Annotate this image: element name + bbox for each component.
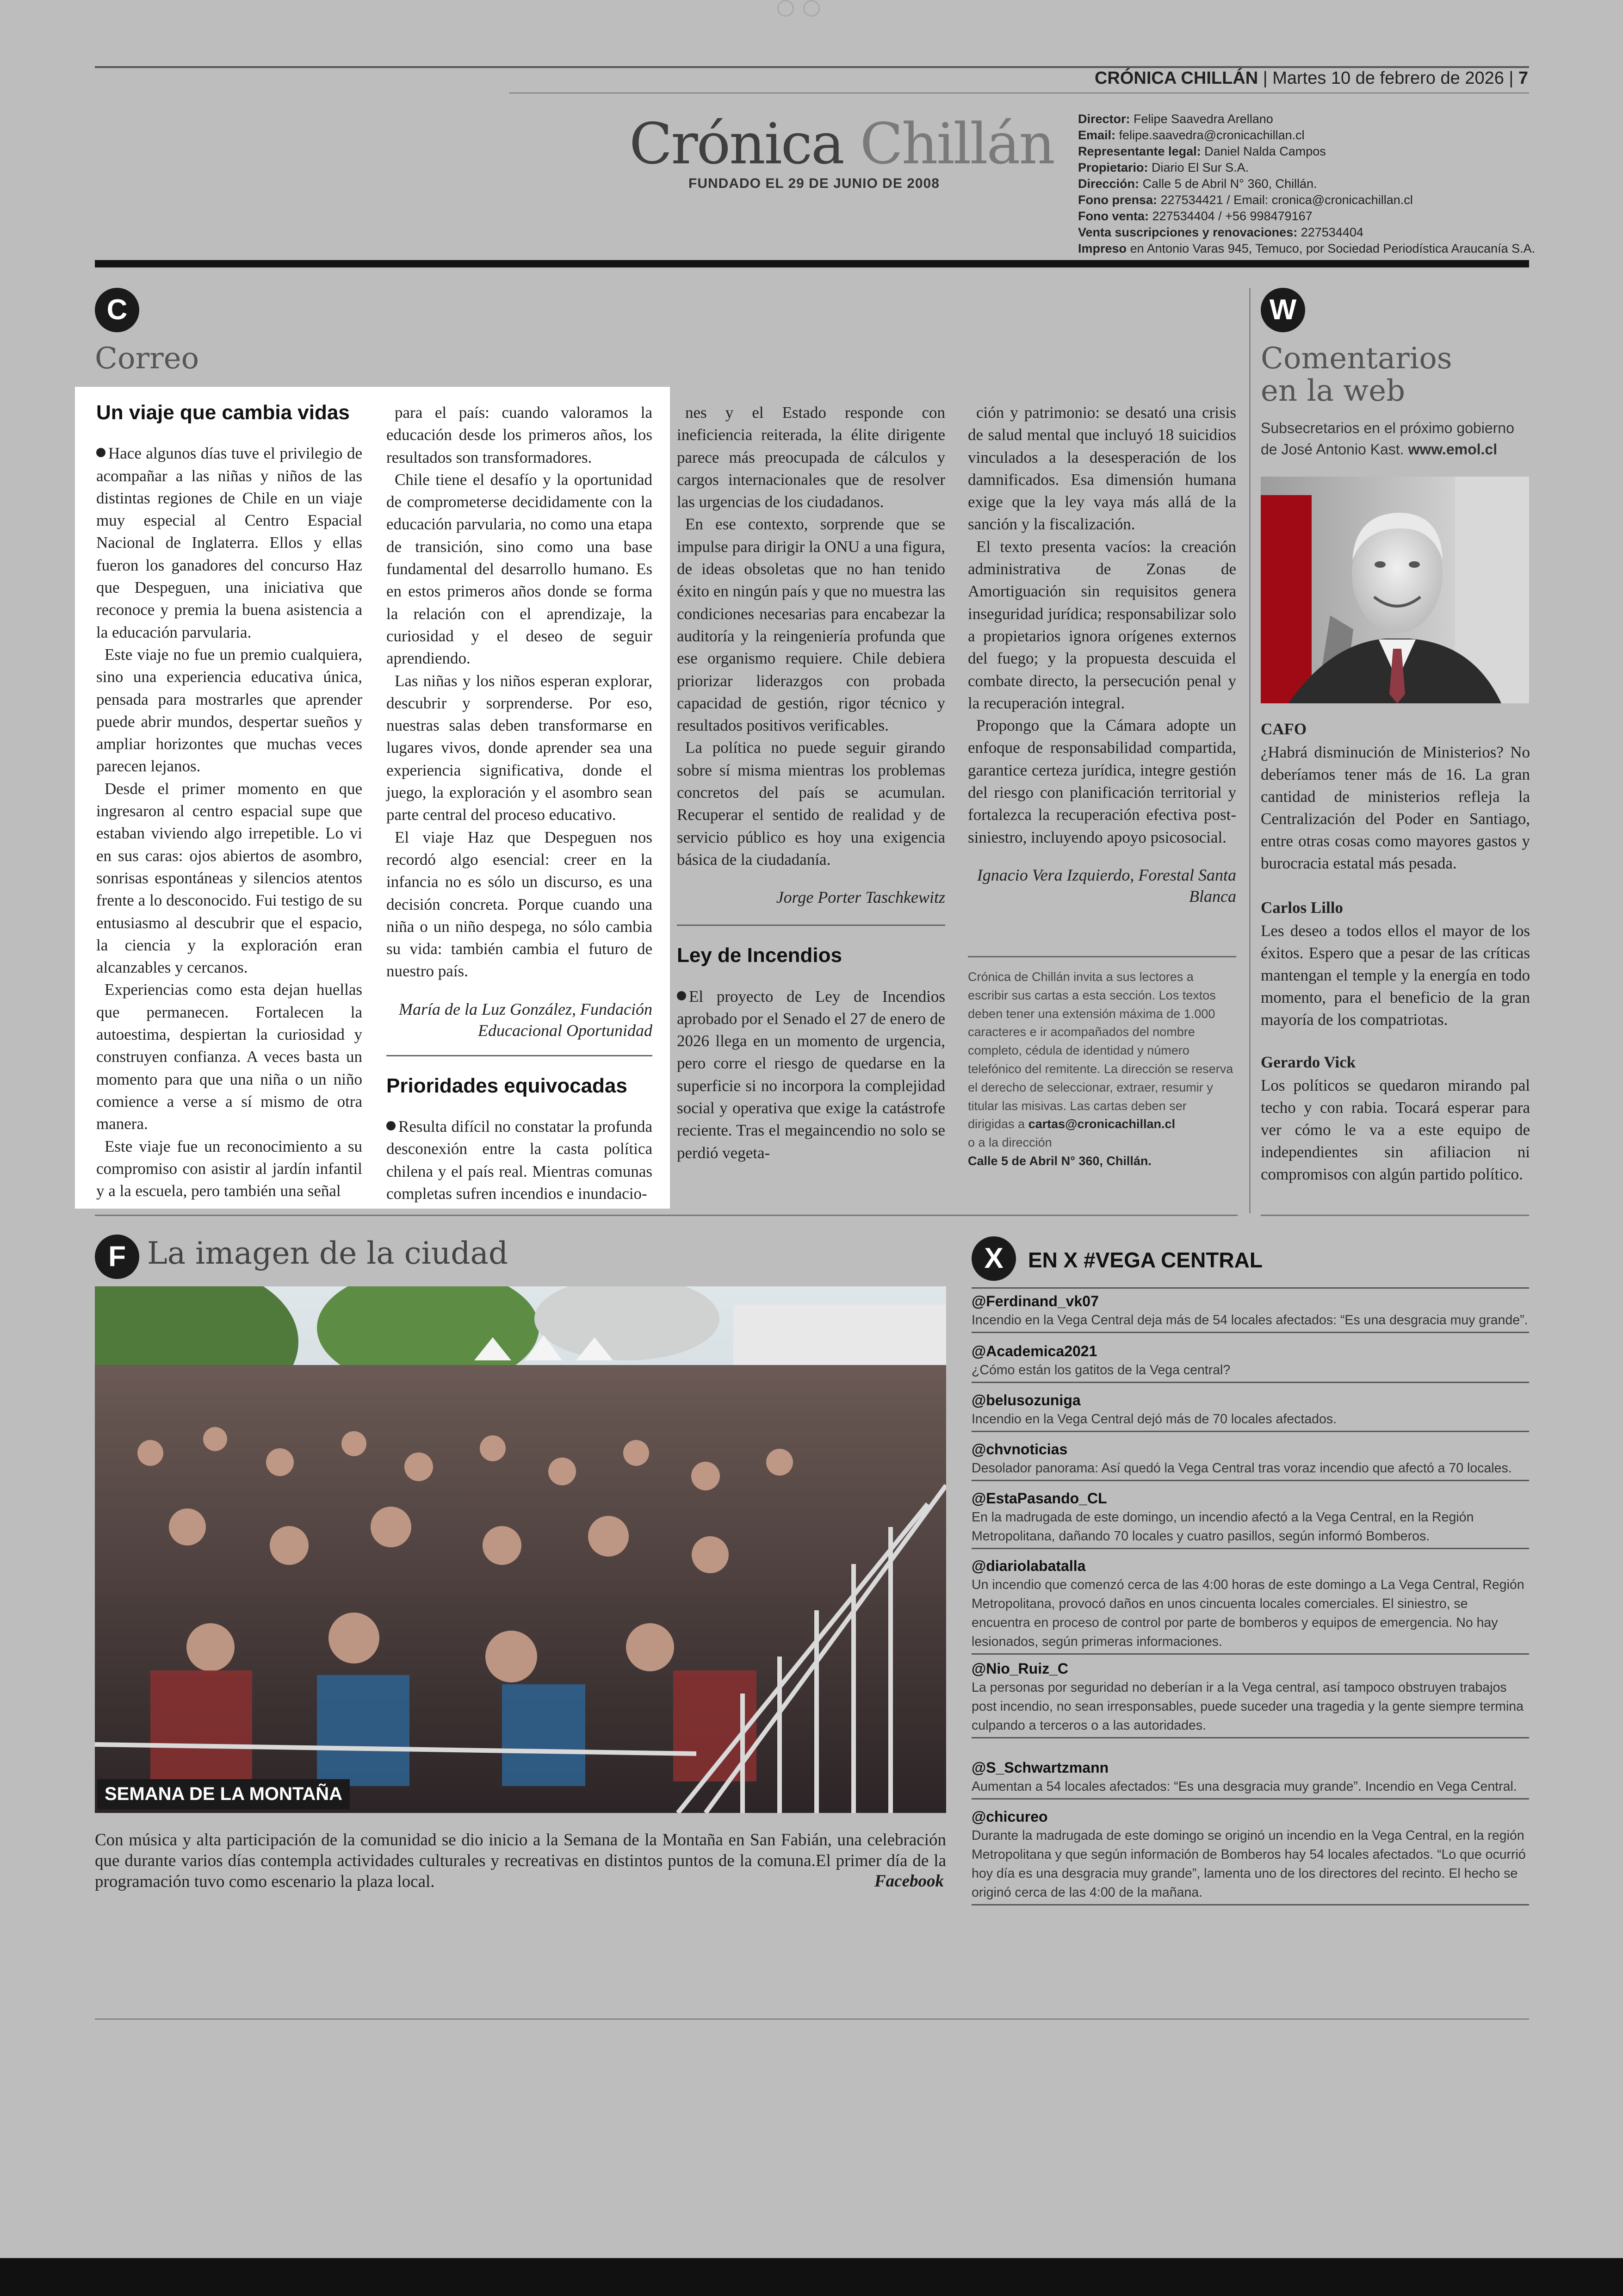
letter2-body-3	[677, 402, 945, 871]
page-nav-dots[interactable]	[777, 0, 833, 14]
logo-word-1: Crónica	[629, 111, 843, 177]
paragraph: Este viaje no fue un premio cualquiera, sino una experiencia educativa única, pensada para mostrarles que aprender puede abrir mundos, despertar sueños y ampliar horizontes que muchas veces parecen lejanos.	[96, 645, 362, 776]
paragraph: En ese contexto, sorprende que se impulse para dirigir la ONU a una figura, de ideas obsoletas que no han tenido éxito en ningún país y que no muestra las condiciones necesarias para encabezar la auditoría y la reingeniería profunda que ese organismo requiere. Chile debiera priorizar liderazgos con probada capacidad de gestión, rigor técnico y resultados positivos verificables.	[677, 515, 945, 735]
letter3-signature: Ignacio Vera Izquierdo, Forestal Santa Blanca	[977, 865, 1236, 906]
viewer-bottom-bar	[0, 2258, 1623, 2296]
imprint-value: felipe.saavedra@cronicachillan.cl	[1119, 128, 1305, 142]
masthead-logo	[629, 111, 1054, 177]
imprint-box	[1078, 111, 1541, 257]
letter2-body-2	[386, 1116, 652, 1205]
imprint-label: Propietario:	[1078, 161, 1148, 174]
imprint-row	[1078, 111, 1541, 127]
imprint-row	[1078, 224, 1541, 241]
notice-divider	[968, 956, 1236, 957]
tweet[interactable]	[972, 1342, 1529, 1383]
imprint-value: Calle 5 de Abril N° 360, Chillán.	[1142, 177, 1317, 191]
paragraph: Hace algunos días tuve el privilegio de acompañar a las niñas y niños de las distintas regiones de Chile en un viaje muy especial al Centro Espacial Nacional de Inglaterra. Ellos y ellas fueron los ganadores del concurso Haz que Despeguen, una iniciativa que reconoce y premia la buena asistencia a la educación parvularia.	[96, 442, 362, 644]
tweet[interactable]	[972, 1292, 1529, 1333]
comment-author: CAFO	[1261, 720, 1307, 738]
imprint-row	[1078, 160, 1541, 176]
paragraph: ción y patrimonio: se desató una crisis de salud mental que incluyó 18 suicidios vinculados a la desesperación de los damnificados. Esa dimensión humana exige que la ley vaya más allá de la sanción y la fiscalización.	[968, 403, 1236, 534]
paragraph: nes y el Estado responde con ineficiencia reiterada, la élite dirigente parece más preocupada de cálculos y cargos internacionales que de resolver las urgencias de los ciudadanos.	[677, 403, 945, 511]
photo-caption: Con música y alta participación de la comunidad se dio inicio a la Semana de la Montaña en San Fabián, una celebración que durante varios días contempla actividades culturales y recreativas en distintos puntos de la comuna.El primer día de la programación tuvo como escenario la plaza local.	[95, 1831, 946, 1891]
letter1-headline: Un viaje que cambia vidas	[96, 401, 350, 424]
logo-word-2: Chillán	[860, 111, 1054, 177]
notice-address: Calle 5 de Abril N° 360, Chillán.	[968, 1154, 1152, 1168]
folio-paper-name: CRÓNICA CHILLÁN	[1094, 68, 1258, 88]
x-top-rule	[972, 1287, 1529, 1289]
imprint-value: 227534421 / Email: cronica@cronicachillan.cl	[1160, 193, 1413, 207]
web-column-separator	[1249, 288, 1251, 1213]
imprint-label: Fono prensa:	[1078, 193, 1158, 207]
letter3-body-3	[677, 986, 945, 1164]
imprint-label: Venta suscripciones y renovaciones:	[1078, 225, 1298, 239]
paragraph: Experiencias como esta dejan huellas que permanecen. Fortalecen la autoestima, despiertan la curiosidad y construyen confianza. A veces basta un momento para que una niña o un niño comience a verse a sí mismo de otra manera.	[96, 980, 362, 1133]
tweet-text: Un incendio que comenzó cerca de las 4:00 horas de este domingo a La Vega Central, Región Metropolitana, provocó daños en unos cincuenta locales comerciales. El siniestro, se encuentra en proceso de control por parte de bomberos y equipos de emergencia. No hay lesionados, según primeras informaciones.	[972, 1576, 1529, 1655]
tweet-handle[interactable]: @Nio_Ruiz_C	[972, 1660, 1068, 1677]
web-title-line-1: Comentarios	[1261, 341, 1452, 376]
paragraph: Resulta difícil no constatar la profunda desconexión entre la casta política chilena y el país real. Mientras comunas completas sufren incendios e inundacio-	[386, 1116, 652, 1205]
tweet-text: Desolador panorama: Así quedó la Vega Central tras voraz incendio que afectó a 70 locales.	[972, 1459, 1529, 1481]
web-bottom-rule	[1261, 1215, 1529, 1216]
letter-divider	[386, 1055, 652, 1056]
tweet[interactable]	[972, 1557, 1529, 1655]
x-badge: X	[972, 1236, 1016, 1281]
comment-text: Les deseo a todos ellos el mayor de los éxitos. Espero que a pesar de las críticas mantengan el temple y la energía en todo momento, para el beneficio de la gran mayoría de los compatriotas.	[1261, 922, 1530, 1029]
imprint-row	[1078, 143, 1541, 160]
imprint-label: Email:	[1078, 128, 1116, 142]
letter3-body-4	[968, 402, 1236, 849]
imprint-label: Director:	[1078, 112, 1130, 126]
city-image-title: La imagen de la ciudad	[147, 1235, 508, 1271]
paragraph: Desde el primer momento en que ingresaron al centro espacial supe que estaban viviendo algo irrepetible. Lo vi en sus caras: ojos abiertos de asombro, sonrisas espontáneas y silencios atentos frente a lo desconocido. Fui testigo de su entusiasmo al descubrir que el espacio, la ciencia y la exploración eran alcanzables y cercanos.	[96, 779, 362, 977]
letter3-headline: Ley de Incendios	[677, 944, 842, 967]
letter1-body-2	[386, 402, 652, 983]
imprint-value: Diario El Sur S.A.	[1152, 161, 1249, 174]
paragraph: Propongo que la Cámara adopte un enfoque de responsabilidad compartida, garantice certeza jurídica, integre gestión del riesgo con planificación territorial y fortalezca la recuperación efectiva post-siniestro, incluyendo apoyo psicosocial.	[968, 716, 1236, 846]
letters-col3	[677, 402, 945, 1164]
tweet-handle[interactable]: @Ferdinand_vk07	[972, 1293, 1099, 1309]
letter1-col2	[386, 402, 652, 1205]
correo-bottom-rule	[95, 1215, 1238, 1216]
imprint-label: Dirección:	[1078, 177, 1140, 191]
imprint-value: Daniel Nalda Campos	[1204, 144, 1326, 158]
founded-line: FUNDADO EL 29 DE JUNIO DE 2008	[688, 176, 940, 191]
comment-author: Carlos Lillo	[1261, 899, 1343, 917]
imprint-row	[1078, 127, 1541, 143]
tweet[interactable]	[972, 1489, 1529, 1549]
paragraph: El texto presenta vacíos: la creación administrativa de Zonas de Amortiguación sin requisitos genera inseguridad jurídica; responsabilizar solo a propietarios ignora orígenes externos del fuego; y la propuesta descuida el combate directo, la persecución penal y la recuperación integral.	[968, 537, 1236, 712]
tweet-handle[interactable]: @EstaPasando_CL	[972, 1490, 1107, 1507]
paragraph: para el país: cuando valoramos la educación desde los primeros años, los resultados son transformadores.	[386, 403, 652, 466]
imprint-row	[1078, 176, 1541, 192]
tweet-text: La personas por seguridad no deberían ir a la Vega central, así tampoco obstruyen trabajos post incendio, no sean irresponsables, puede suceder una tragedia y la gente siempre termina culpando a terceros o a las autoridades.	[972, 1678, 1529, 1738]
imprint-row	[1078, 192, 1541, 208]
tweet-text: Durante la madrugada de este domingo se originó un incendio en la Vega Central, en la región Metropolitana y que según información de Bomberos hay 54 locales afectados. “Lo que ocurrió hoy día es una desgracia muy grande”, lamenta uno de los directores del recinto. El hecho se originó cerca de las 4:00 de la mañana.	[972, 1826, 1529, 1905]
imprint-row	[1078, 241, 1541, 257]
letter-divider	[677, 925, 945, 926]
web-badge: W	[1261, 288, 1305, 332]
paragraph: Este viaje fue un reconocimiento a su compromiso con asistir al jardín infantil y a la escuela, pero también una señal	[96, 1137, 362, 1200]
comment-author: Gerardo Vick	[1261, 1053, 1356, 1071]
next-page-dot[interactable]	[803, 0, 820, 17]
tweet[interactable]	[972, 1758, 1529, 1800]
tweet-text: ¿Cómo están los gatitos de la Vega central?	[972, 1361, 1529, 1383]
crowd-photo	[95, 1286, 946, 1813]
tweet[interactable]	[972, 1659, 1529, 1738]
kast-photo	[1261, 477, 1529, 703]
photo-label: SEMANA DE LA MONTAÑA	[97, 1779, 350, 1809]
masthead-bar	[95, 260, 1529, 267]
tweet-handle[interactable]: @chvnoticias	[972, 1441, 1068, 1458]
web-comment	[1261, 718, 1530, 875]
web-site-link[interactable]: www.emol.cl	[1408, 441, 1498, 458]
imprint-value: 227534404	[1301, 225, 1363, 239]
paragraph: La política no puede seguir girando sobre sí misma mientras los problemas concretos del país se acumulan. Recuperar el sentido de realidad y de servicio público es hoy una exigencia básica de la ciudadanía.	[677, 738, 945, 869]
prev-page-dot[interactable]	[777, 0, 794, 17]
letter1-col1	[96, 402, 362, 1202]
imprint-label: Impreso	[1078, 242, 1127, 255]
comment-text: ¿Habrá disminución de Ministerios? No deberíamos tener más de 16. La gran cantidad de ministerios refleja la Centralización del Poder en Santiago, entre otras cosas como mayores gastos y burocracia estatal más pesada.	[1261, 743, 1530, 872]
letter1-signature: María de la Luz González, Fundación Educacional Oportunidad	[399, 999, 652, 1040]
web-comment	[1261, 897, 1530, 1031]
paragraph: Chile tiene el desafío y la oportunidad de comprometerse decididamente con la educación parvularia, no como una etapa de transición, sino como una base fundamental del desarrollo humano. Es en estos primeros años donde se forma la relación con el aprendizaje, la curiosidad y el deseo de seguir aprendiendo.	[386, 470, 652, 668]
tweet-handle[interactable]: @chicureo	[972, 1808, 1048, 1825]
paragraph: El viaje Haz que Despeguen nos recordó algo esencial: creer en la infancia no es sólo un discurso, es una decisión concreta. Porque cuando una niña o un niño despega, no sólo cambia su vida: también cambia el futuro de nuestro país.	[386, 828, 652, 980]
folio-page-number: 7	[1518, 68, 1528, 88]
tweet-text: Incendio en la Vega Central deja más de 54 locales afectados: “Es una desgracia muy grande”.	[972, 1311, 1529, 1333]
city-image-badge: F	[95, 1235, 139, 1279]
imprint-row	[1078, 208, 1541, 224]
top-rule	[95, 66, 1529, 68]
photo-credit: Facebook	[874, 1872, 944, 1891]
tweet-text: Incendio en la Vega Central dejó más de 70 locales afectados.	[972, 1410, 1529, 1432]
tweet-text: Aumentan a 54 locales afectados: “Es una desgracia muy grande”. Incendio en Vega Central.	[972, 1777, 1529, 1800]
tweet-handle[interactable]: @S_Schwartzmann	[972, 1759, 1109, 1776]
folio-date: Martes 10 de febrero de 2026	[1272, 68, 1504, 88]
notice-email[interactable]: cartas@cronicachillan.cl	[1028, 1117, 1176, 1131]
paragraph: Las niñas y los niños esperan explorar, descubrir y sorprenderse. Por eso, nuestras salas deben transformarse en lugares vivos, donde aprender sea una experiencia significativa, donde el juego, la exploración y el asombro sean parte central del proceso educativo.	[386, 671, 652, 824]
letter2-headline: Prioridades equivocadas	[386, 1074, 627, 1097]
web-comment	[1261, 1051, 1530, 1185]
imprint-label: Representante legal:	[1078, 144, 1201, 158]
paragraph: El proyecto de Ley de Incendios aprobado por el Senado el 27 de enero de 2026 llega en un momento de urgencia, pero corre el riesgo de quedarse en la superficie si no incorpora la complejidad social y operativa que exige la catástrofe reciente. Tras el megaincendio no solo se perdió vegeta-	[677, 986, 945, 1164]
letters-col4	[968, 402, 1236, 907]
tweet-handle[interactable]: @diariolabatalla	[972, 1558, 1086, 1574]
correo-title: Correo	[95, 341, 199, 376]
notice-or: o a la dirección	[968, 1136, 1052, 1150]
correo-badge: C	[95, 288, 139, 332]
tweet[interactable]	[972, 1440, 1529, 1481]
letter1-body-1	[96, 442, 362, 1202]
tweet-handle[interactable]: @Academica2021	[972, 1343, 1097, 1359]
x-section-title: EN X #VEGA CENTRAL	[1028, 1248, 1263, 1272]
web-subtitle-block	[1261, 417, 1529, 460]
footer-rule	[95, 2018, 1529, 2020]
comment-text: Los políticos se quedaron mirando pal techo y con rabia. Tocará esperar para ver cómo le va a este equipo de independientes sin afiliacion ni compromisos con algún partido político.	[1261, 1076, 1530, 1183]
imprint-label: Fono venta:	[1078, 209, 1149, 223]
imprint-value: Felipe Saavedra Arellano	[1134, 112, 1273, 126]
web-title	[1261, 342, 1452, 407]
web-subtitle: Subsecretarios en el próximo gobierno de José Antonio Kast.	[1261, 420, 1514, 458]
imprint-value: en Antonio Varas 945, Temuco, por Sociedad Periodística Araucanía S.A.	[1130, 242, 1536, 255]
tweet[interactable]	[972, 1807, 1529, 1905]
folio: CRÓNICA CHILLÁN | Martes 10 de febrero de 2026 | 7	[1094, 68, 1528, 88]
letters-notice	[968, 968, 1236, 1171]
tweet-text: En la madrugada de este domingo, un incendio afectó a la Vega Central, en la Región Metropolitana, dañando 70 locales y cuatro pasillos, según informó Bomberos.	[972, 1508, 1529, 1549]
imprint-value: 227534404 / +56 998479167	[1152, 209, 1313, 223]
letter2-signature: Jorge Porter Taschkewitz	[776, 888, 945, 907]
notice-text: Crónica de Chillán invita a sus lectores a escribir sus cartas a esta sección. Los textos deben tener una extensión máxima de 1.000 caracteres e ir acompañados del nombre completo, cédula de identidad y número telefónico del remitente. La dirección se reserva el derecho de seleccionar, extraer, resumir y titular las misivas. Las cartas deben ser dirigidas a	[968, 970, 1233, 1131]
tweet-handle[interactable]: @belusozuniga	[972, 1392, 1081, 1409]
web-title-line-2: en la web	[1261, 374, 1406, 408]
tweet[interactable]	[972, 1391, 1529, 1432]
